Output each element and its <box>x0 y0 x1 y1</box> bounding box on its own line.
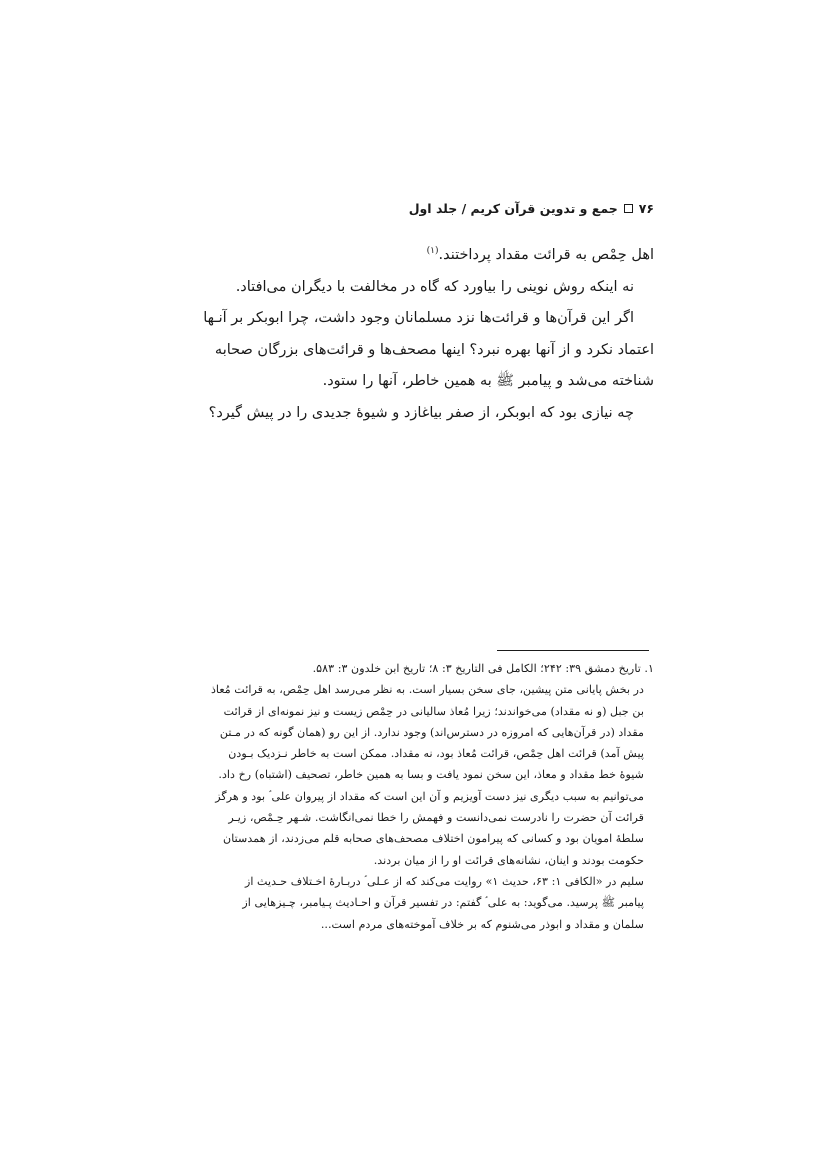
footnote-separator <box>497 650 649 651</box>
footnote-line: سلطهٔ امویان بود و کسانی که پیرامون اختلاف مصحف‌های صحابه قلم می‌زدند، از همدستان <box>222 832 644 846</box>
paragraph-line: چه نیازی بود که ابوبکر، از صفر بیاغازد و شیوهٔ جدیدی را در پیش گیرد؟ <box>208 404 634 421</box>
paragraph-line: نه اینکه روش نوینی را بیاورد که گاه در مخالفت با دیگران می‌افتاد. <box>235 278 634 295</box>
footnote-line: ۱. تاریخ دمشق ۳۹: ۲۴۲؛ الکامل فی التاریخ ۳: ۸؛ تاریخ ابن خلدون ۳: ۵۸۳. <box>312 662 654 675</box>
footnote-reference: (۱) <box>426 246 439 256</box>
book-title: جمع و تدوین قرآن کریم / جلد اول <box>408 200 618 216</box>
footnote-line: قرائت آن حضرت را نادرست نمی‌دانست و فهمش را خطا نمی‌انگاشت. شـهر حِـمْص، زیـر <box>228 811 644 825</box>
footnote-line: پیش آمد) قرائت اهل حِمْص، قرائت مُعاذ بود، نه مقداد. ممکن است به خاطر نـزدیک بـودن <box>228 747 644 761</box>
footnote-line: شیوهٔ خط مقداد و معاذ، این سخن نمود یافت و بسا به همین خاطر، تصحیف (اشتباه) رخ داد. <box>218 768 644 782</box>
paragraph-line: اگر این قرآن‌ها و قرائت‌ها نزد مسلمانان وجود داشت، چرا ابوبکر بر آنـها <box>203 310 634 326</box>
footnote-line: مقداد (در قرآن‌هایی که امروزه در دسترس‌اند) وجود ندارد. از این رو (همان گونه که در مـتن <box>219 725 644 739</box>
paragraph-line: اهل حِمْص به قرائت مقداد پرداختند.$^{(۱)}$ <box>426 246 654 263</box>
page-number: ۷۶ <box>638 200 654 216</box>
footnote-line: می‌توانیم به سبب دیگری نیز دست آویزیم و آن این است که مقداد از پیروان علی ؑ بود و هرگز <box>215 789 644 803</box>
main-text <box>172 236 654 429</box>
footnote-line: سلمان و مقداد و ابوذر می‌شنوم که بر خلاف آموخته‌های مردم است... <box>320 917 644 931</box>
footnote-line: سلیم در «الکافی ۱: ۶۳، حدیث ۱» روایت می‌کند که از عـلی ؑ دربـارهٔ اخـتلاف حـدیث از <box>244 874 644 888</box>
footnote-line: حکومت بودند و اینان، نشانه‌های قرائت او را از میان بردند. <box>373 853 644 867</box>
footnotes <box>168 658 654 935</box>
paragraph-line: شناخته می‌شد و پیامبر ﷺ به همین خاطر، آنها را ستود. <box>322 373 654 389</box>
footnote-line: بن جبل (و نه مقداد) می‌خواندند؛ زیرا مُعاذ سالیانی در حِمْص زیست و نیز نمونه‌ای از قرائت <box>223 704 644 718</box>
footnote-line: در بخش پایانی متن پیشین، جای سخن بسیار است. به نظر می‌رسد اهل حِمْص، به قرائت مُعاذ <box>210 683 644 697</box>
square-bullet-icon <box>624 204 633 213</box>
footnote-line: پیامبر ﷺ پرسید. می‌گوید: به علی ؑ گفتم: در تفسیر قرآن و احـادیث پـیامبر، چـیزهایی از <box>242 896 644 910</box>
paragraph-line: اعتماد نکرد و از آنها بهره نبرد؟ اینها مصحف‌ها و قرائت‌های بزرگان صحابه <box>214 341 654 358</box>
running-header <box>174 196 654 220</box>
